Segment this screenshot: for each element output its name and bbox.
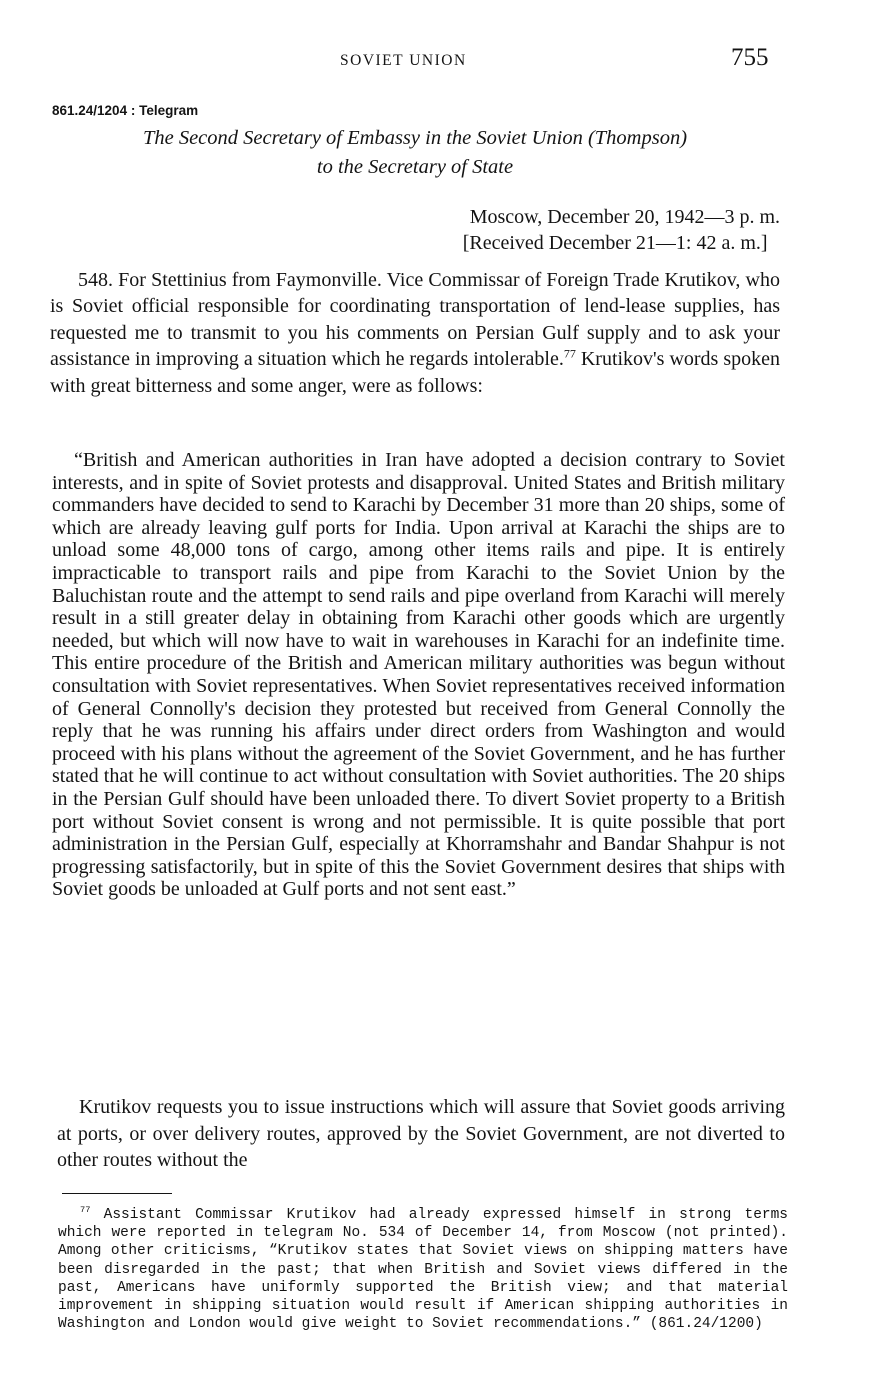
running-head: SOVIET UNION (340, 52, 467, 69)
heading-line-2: to the Secretary of State (316, 156, 514, 178)
body-paragraph-2: Krutikov requests you to issue instructions which will assure that Soviet goods arriving at ports, or over delivery routes, approved by the Soviet Government, are not diverted to other routes without the (57, 1096, 785, 1172)
page-number: 755 (731, 44, 769, 71)
footnote-reference-marker: 77 (563, 346, 576, 361)
paragraph-1-text: 548. For Stettinius from Faymonville. Vice Commissar of Foreign Trade Krutikov, who is Soviet official responsible for coordinating transportation of lend-lease supplies, has requested me to transmit to you his comments on Persian Gulf supply and to ask your assistance in improving a situation which he regards intolerable. (50, 269, 780, 371)
document-heading (50, 124, 780, 182)
footnote-text: Assistant Commissar Krutikov had already expressed himself in strong terms which were reported in telegram No. 534 of December 14, from Moscow (not printed). Among other criticisms, “Krutikov states that Soviet views on shipping matters have been disregarded in the past; that when British and Soviet views differed in the past, Americans have uniformly supported the British view; and that material improvement in shipping situation would result if American shipping authorities in Washington and London would give weight to Soviet recommendations.” (861.24/1200) (58, 1207, 788, 1333)
heading-line-1: The Second Secretary of Embassy in the Soviet Union (Thompson) (142, 127, 688, 149)
dateline-sent: Moscow, December 20, 1942—3 p. m. (469, 206, 780, 228)
dateline-received: [Received December 21—1: 42 a. m.] (462, 232, 768, 254)
paragraph-1-text-continued: Krutikov's words spoken with great bitterness and some anger, were as follows: (50, 348, 781, 397)
file-reference: 861.24/1204 : Telegram (52, 103, 199, 118)
footnote-divider (62, 1193, 172, 1194)
dateline (462, 204, 780, 256)
quoted-statement: “British and American authorities in Iran have adopted a decision contrary to Soviet interests, and in spite of Soviet protests and disapproval. United States and British military commanders have decided to send to Karachi by December 31 more than 20 ships, some of which are already leaving gulf ports for India. Upon arrival at Karachi the ships are to unload some 48,000 tons of cargo, among other items rails and pipe. It is entirely impracticable to transport rails and pipe from Karachi to the Soviet Union by the Baluchistan route and the attempt to send rails and pipe overland from Karachi will merely result in a still greater delay in obtaining from Karachi other goods which are urgently needed, but which will now have to wait in warehouses in Karachi for an indefinite time. This entire procedure of the British and American military authorities was begun without consultation with Soviet representatives. When Soviet representatives received information of General Connolly's decision they protested but received from General Connolly the reply that he was running his affairs under direct orders from Washington and would proceed with his plans without the agreement of the Soviet Government, and he has further stated that he will continue to act without consultation with Soviet authorities. The 20 ships in the Persian Gulf should have been unloaded there. To divert Soviet property to a British port without Soviet consent is wrong and not permissible. It is quite possible that port administration in the Persian Gulf, especially at Khorramshahr and Bandar Shahpur is not progressing satisfactorily, but in spite of this the Soviet Government desires that ships with Soviet goods be unloaded at Gulf ports and not sent east.” (52, 449, 785, 901)
footnote (58, 1206, 788, 1333)
body-paragraph-1 (50, 267, 780, 399)
footnote-marker: 77 (80, 1205, 91, 1216)
